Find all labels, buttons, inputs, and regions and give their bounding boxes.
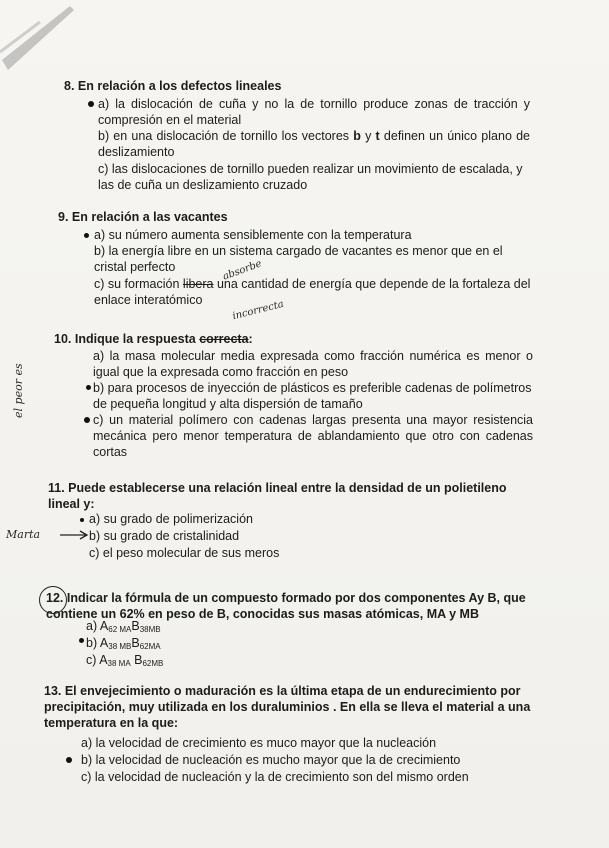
q12-option-a: a) $A_{62 MA}B_{38MB}$ — [86, 619, 161, 634]
answer-mark-dot — [86, 385, 91, 390]
q9-option-b: b) la energía libre en un sistema cargado de vacantes es menor que en el cristal perfecto — [94, 244, 503, 274]
handwritten-margin-name: Marta — [6, 528, 41, 541]
arrow-icon — [58, 529, 90, 541]
answer-mark-dot — [79, 638, 84, 643]
handwritten-margin-note: el peor es — [12, 363, 25, 418]
question-11-title: 11. Puede establecerse una relación lineal entre la densidad de un polietileno lineal y: — [48, 481, 507, 511]
answer-mark-dot — [80, 518, 84, 522]
q8-option-b: b) en una dislocación de tornillo los vectores b y t definen un único plano de deslizamiento — [98, 129, 530, 159]
q11-option-a: a) su grado de polimerización — [89, 512, 253, 526]
answer-mark-dot — [84, 417, 90, 423]
question-10-title: 10. Indique la respuesta correcta: — [54, 332, 253, 346]
q13-option-a: a) la velocidad de crecimiento es muco mayor que la nucleación — [81, 736, 437, 750]
answer-mark-dot — [84, 233, 89, 238]
q9-option-c: c) su formación libera una cantidad de energía que depende de la fortaleza del enlace interatómico — [94, 277, 531, 307]
q10-option-a: a) la masa molecular media expresada como fracción numérica es menor o igual que la expresada como fracción en peso — [93, 349, 533, 379]
answer-mark-dot — [66, 757, 72, 763]
handwritten-note-absorbe: absorbe — [221, 258, 264, 283]
q12-option-c: c) $A_{38 MA}$ $B_{62MB}$ — [86, 653, 164, 668]
question-9-title: 9. En relación a las vacantes — [58, 210, 228, 224]
q13-option-c: c) la velocidad de nucleación y la de crecimiento son del mismo orden — [81, 770, 469, 784]
q8-option-c: c) las dislocaciones de tornillo pueden realizar un movimiento de escalada, y las de cuña un deslizamiento cruzado — [98, 162, 523, 192]
handwritten-note-incorrecta: incorrecta — [231, 298, 285, 323]
q11-option-c: c) el peso molecular de sus meros — [89, 546, 280, 560]
q8-option-a: a) la dislocación de cuña y no la de tornillo produce zonas de tracción y compresión en el material — [98, 97, 530, 127]
question-8-title: 8. En relación a los defectos lineales — [64, 79, 282, 93]
answer-mark-dot — [88, 101, 94, 107]
q11-option-b: b) su grado de cristalinidad — [89, 529, 240, 543]
q9-option-a: a) su número aumenta sensiblemente con la temperatura — [94, 228, 412, 242]
question-12-title: 12. Indicar la fórmula de un compuesto formado por dos componentes Ay B, que contiene un 62% en peso de B, conocidas sus masas atómicas, MA y MB — [46, 591, 526, 621]
q13-option-b: b) la velocidad de nucleación es mucho mayor que la de crecimiento — [81, 753, 461, 767]
q10-option-b: b) para procesos de inyección de plásticos es preferible cadenas de polímetros de pequeña longitud y alta dispersión de tamaño — [93, 381, 532, 411]
pen-stroke-mark — [0, 0, 90, 90]
q12-option-b: b) $A_{38 MB}B_{62MA}$ — [86, 636, 161, 651]
q10-option-c: c) un material polímero con cadenas largas presenta una mayor resistencia mecánica pero menor temperatura de ablandamiento que otro con cadenas cortas — [93, 413, 533, 459]
question-13-title: 13. El envejecimiento o maduración es la última etapa de un endurecimiento por precipitación, muy utilizada en los duraluminios . En ella se lleva el material a una temperatura en la que: — [44, 684, 531, 730]
